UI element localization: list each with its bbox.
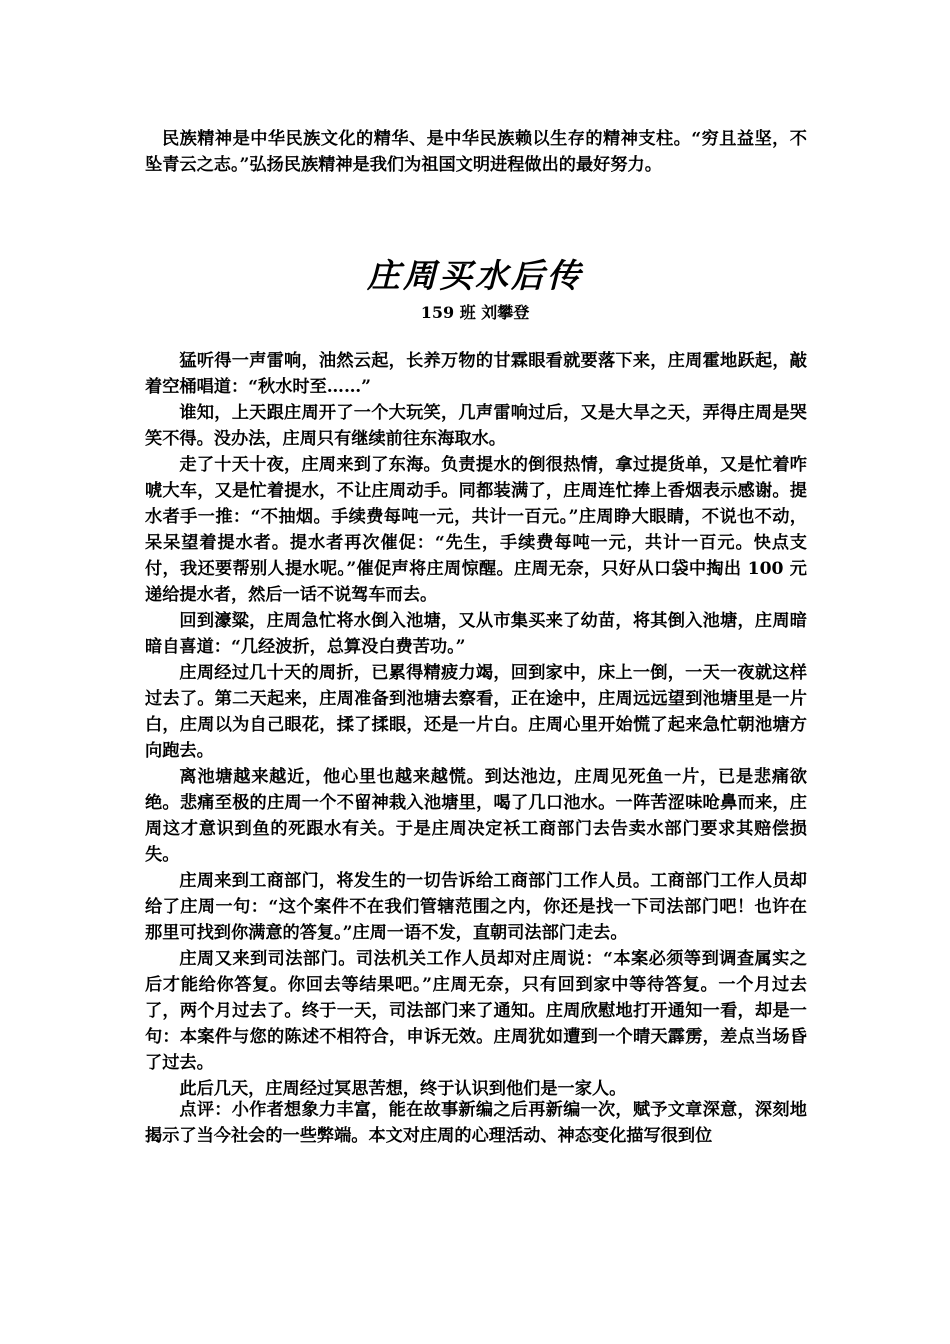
body-paragraph: 此后几天，庄周经过冥思苦想，终于认识到他们是一家人。 bbox=[179, 1079, 627, 1099]
body-paragraph: 庄周又来到司法部门。司法机关工作人员却对庄周说：“本案必须等到调查属实之后才能给你答复。你回去等结果吧。”庄周无奈，只有回到家中等待答复。一个月过去了，两个月过去了。终于一天，司法部门来了通知。庄周欣慰地打开通知一看，却是一句：本案件与您的陈述不相符合，申诉无效。庄周犹如遭到一个晴天霹雳，差点当场昏了过去。 bbox=[145, 949, 807, 1073]
comment-paragraph: 点评：小作者想象力丰富，能在故事新编之后再新编一次，赋予文章深意，深刻地揭示了当今社会的一些弊端。本文对庄周的心理活动、神态变化描写很到位 bbox=[145, 1100, 807, 1146]
body-paragraph: 庄周经过几十天的周折，已累得精疲力竭，回到家中，床上一倒，一天一夜就这样过去了。第二天起来，庄周准备到池塘去察看，正在途中，庄周远远望到池塘里是一片白，庄周以为自己眼花，揉了揉眼，还是一片白。庄周心里开始慌了起来急忙朝池塘方向跑去。 bbox=[145, 663, 807, 761]
intro-section bbox=[145, 126, 807, 178]
article-byline: 159 班 刘攀登 bbox=[420, 303, 530, 322]
comment-section bbox=[145, 1097, 807, 1149]
body-paragraph: 离池塘越来越近，他心里也越来越慌。到达池边，庄周见死鱼一片，已是悲痛欲绝。悲痛至极的庄周一个不留神栽入池塘里，喝了几口池水。一阵苦涩味呛鼻而来，庄周这才意识到鱼的死跟水有关。于是庄周决定袄工商部门去告卖水部门要求其赔偿损失。 bbox=[145, 767, 807, 865]
body-paragraph: 谁知，上天跟庄周开了一个大玩笑，几声雷响过后，又是大旱之天，弄得庄周是哭笑不得。没办法，庄周只有继续前往东海取水。 bbox=[145, 403, 807, 449]
article-body bbox=[145, 348, 807, 1102]
body-paragraph: 猛听得一声雷响，油然云起，长养万物的甘霖眼看就要落下来，庄周霍地跃起，敲着空桶唱道：“秋水时至……” bbox=[145, 351, 807, 397]
article-title: 庄周买水后传 bbox=[367, 256, 583, 295]
body-paragraph: 回到濠粱，庄周急忙将水倒入池塘，又从市集买来了幼苗，将其倒入池塘，庄周暗暗自喜道：“几经波折，总算没白费苦功。” bbox=[145, 611, 807, 657]
body-paragraph: 走了十天十夜，庄周来到了东海。负责提水的倒很热情，拿过提货单，又是忙着咋唬大车，又是忙着提水，不让庄周动手。同都装满了，庄周连忙捧上香烟表示感谢。提水者手一推：“不抽烟。手续费每吨一元，共计一百元。”庄周睁大眼睛，不说也不动，呆呆望着提水者。提水者再次催促：“先生，手续费每吨一元，共计一百元。快点支付，我还要帮别人提水呢。”催促声将庄周惊醒。庄周无奈，只好从口袋中掏出 100 元递给提水者，然后一话不说驾车而去。 bbox=[145, 455, 807, 605]
body-paragraph: 庄周来到工商部门，将发生的一切告诉给工商部门工作人员。工商部门工作人员却给了庄周一句：“这个案件不在我们管辖范围之内，你还是找一下司法部门吧！也许在那里可找到你满意的答复。”庄周一语不发，直朝司法部门走去。 bbox=[145, 871, 807, 943]
intro-paragraph: 民族精神是中华民族文化的精华、是中华民族赖以生存的精神支柱。“穷且益坚，不坠青云之志。”弘扬民族精神是我们为祖国文明进程做出的最好努力。 bbox=[145, 129, 807, 175]
